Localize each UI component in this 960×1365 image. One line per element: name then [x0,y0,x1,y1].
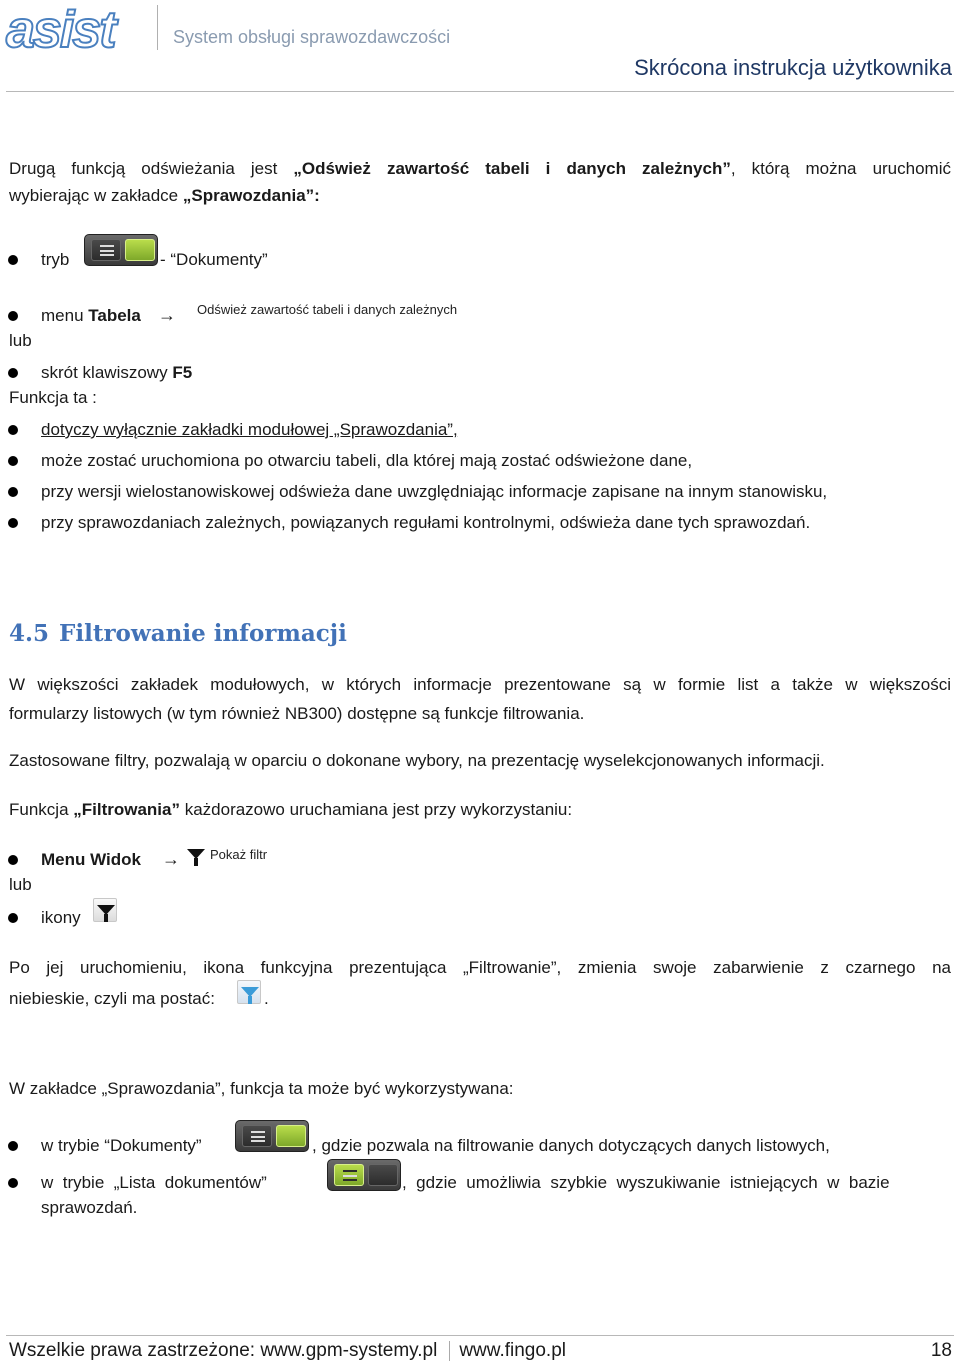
documents-mode-button[interactable] [84,234,158,266]
option-ikony: ikony [41,908,81,927]
bullet-dot [8,255,18,265]
paragraph-2: Zastosowane filtry, pozwalają w oparciu o dokonane wybory, na prezentację wyselekcjonowanych informacji. [9,751,825,770]
section-number: 4.5 [9,620,50,647]
filter-icon [97,905,115,915]
bullet-dot [8,1141,18,1151]
header-rule [6,91,954,92]
blue-filter-icon [241,987,259,997]
bullet-item-4: przy sprawozdaniach zależnych, powiązanych regułami kontrolnymi, odświeża dane tych sprawozdań. [41,513,811,532]
usage-intro: W zakładce „Sprawozdania”, funkcja ta może być wykorzystywana: [9,1079,514,1098]
document-list-mode-button[interactable] [327,1159,401,1191]
menu-widok-label: Menu Widok [41,850,141,869]
option-menu [41,304,141,328]
paragraph-1-line-2: formularzy listowych (w tym również NB300) dostępne są funkcje filtrowania. [9,704,585,723]
usage-item-1-start: w trybie “Dokumenty” [41,1136,202,1155]
section-title: Filtrowanie informacji [59,620,347,647]
intro-tab-name: „Sprawozdania”: [182,186,320,205]
section-heading [9,620,347,647]
after-line-1: Po jej uruchomieniu, ikona funkcyjna prezentująca „Filtrowanie”, zmienia swoje zabarwienie z czarnego na [9,958,951,977]
intro-text: Drugą funkcją odświeżania jest [9,159,294,178]
option-dokumenty: - “Dokumenty” [160,250,268,269]
bullet-dot [8,518,18,528]
refresh-menu-item[interactable]: Odśwież zawartość tabeli i danych zależnych [197,302,458,317]
after-line-2 [9,985,215,1013]
filter-icon-button[interactable] [93,898,117,922]
or-label-2: lub [9,875,32,894]
intro-text-end: , którą można uruchomić [730,159,951,178]
option-menu-label: menu [41,306,89,325]
footer-rule [6,1335,954,1336]
list-icon [334,1164,364,1186]
intro-function-name: „Odśwież zawartość tabeli i danych zależnych” [293,159,731,178]
intro-line-2 [9,182,320,210]
bullet-dot [8,913,18,923]
usage-item-1-end: , gdzie pozwala na filtrowanie danych dotyczących danych listowych, [312,1136,830,1155]
list-icon [242,1125,272,1147]
paragraph-3 [9,796,572,824]
asist-logo: asist [6,1,115,59]
paragraph-3-start: Funkcja [9,800,74,819]
function-intro: Funkcja ta : [9,388,97,407]
footer-divider [449,1341,450,1361]
page-footer [9,1340,566,1362]
usage-item-2-end: , gdzie umożliwia szybkie wyszukiwanie istniejących w bazie [402,1173,890,1192]
filter-icon [187,849,205,859]
option-tryb [41,248,69,272]
blue-filter-icon-button[interactable] [237,980,261,1004]
paragraph-1-line-1: W większości zakładek modułowych, w których informacje prezentowane są w formie list a także w większości [9,675,951,694]
bullet-dot [8,311,18,321]
documents-mode-button[interactable] [235,1120,309,1152]
usage-item-2-start: w trybie „Lista dokumentów” [41,1173,267,1192]
bullet-item-2: może zostać uruchomiona po otwarciu tabeli, dla której mają zostać odświeżone dane, [41,451,693,470]
footer-rights: Wszelkie prawa zastrzeżone: www.gpm-systemy.pl [9,1340,438,1361]
note-icon [276,1125,306,1147]
intro-line-1 [9,155,951,183]
shortcut-key: F5 [172,363,193,382]
usage-item-2-cont: sprawozdań. [41,1198,138,1217]
footer-site-link[interactable]: www.fingo.pl [459,1340,566,1361]
option-menu-widok [41,848,141,872]
bullet-dot [8,368,18,378]
or-label-1: lub [9,331,32,350]
bullet-dot [8,425,18,435]
shortcut-label: skrót klawiszowy [41,363,173,382]
show-filter-menu-item[interactable]: Pokaż filtr [210,847,268,862]
intro-text-2: wybierając w zakładce [9,186,183,205]
after-line-2-end: . [264,989,269,1008]
menu-tabela: Tabela [88,306,141,325]
bullet-item-3: przy wersji wielostanowiskowej odświeża dane uwzględniając informacje zapisane na innym stanowisku, [41,482,828,501]
list-icon [91,239,121,261]
filter-function-name: „Filtrowania” [73,800,180,819]
page-header [0,0,960,95]
option-tryb-label: tryb [41,250,70,269]
bullet-dot [8,855,18,865]
system-name: System obsługi sprawozdawczości [173,27,451,47]
bullet-dot [8,456,18,466]
bullet-dot [8,1178,18,1188]
after-line-2-text: niebieskie, czyli ma postać: [9,989,215,1008]
bullet-item-1 [41,418,458,442]
paragraph-3-end: każdorazowo uruchamiana jest przy wykorzystaniu: [179,800,573,819]
bullet-dot [8,487,18,497]
note-icon [368,1164,398,1186]
note-icon [125,239,155,261]
header-divider [157,5,158,50]
bullet-text-1: dotyczy wyłącznie zakładki modułowej „Sprawozdania”, [41,420,458,439]
arrow-right-icon: → [162,849,180,869]
arrow-right-icon: → [158,305,176,325]
page-number: 18 [930,1340,952,1361]
option-shortcut [41,361,192,385]
document-title: Skrócona instrukcja użytkownika [634,55,952,80]
